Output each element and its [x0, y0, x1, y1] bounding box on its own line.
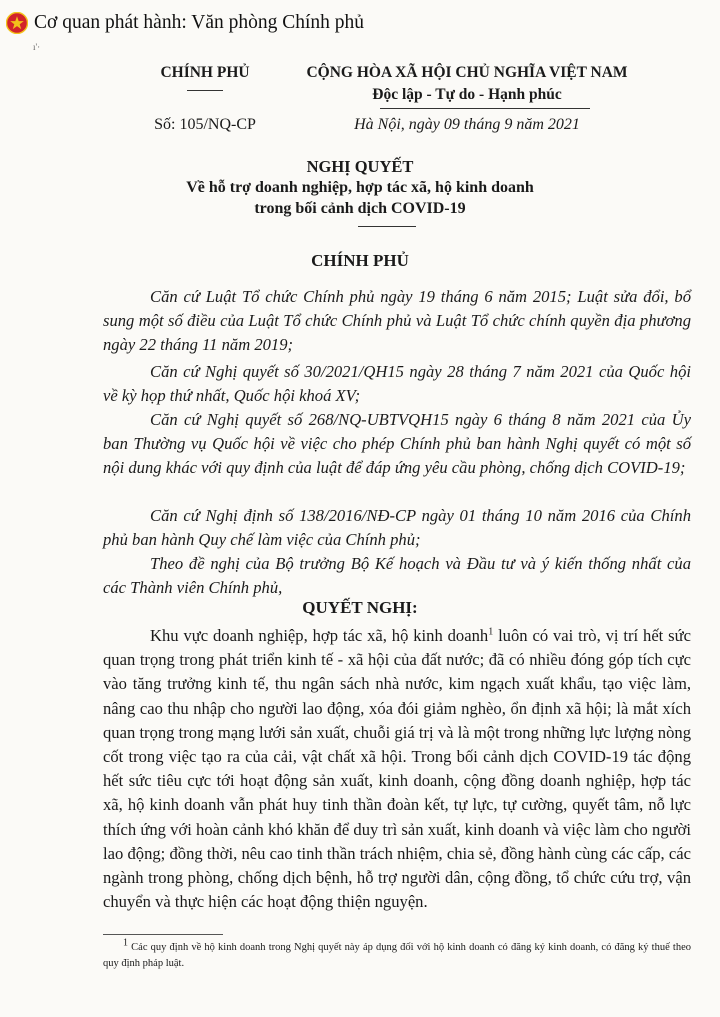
issuing-authority: CHÍNH PHỦ — [311, 251, 409, 270]
footnote-separator — [103, 934, 223, 935]
legal-basis-2: Căn cứ Nghị quyết số 30/2021/QH15 ngày 28 tháng 7 năm 2021 của Quốc hội về kỳ họp thứ nhất, Quốc hội khoá XV; — [103, 362, 691, 406]
issuer-text: Cơ quan phát hành: Văn phòng Chính phủ — [34, 12, 365, 33]
legal-basis-1: Căn cứ Luật Tổ chức Chính phủ ngày 19 tháng 6 năm 2015; Luật sửa đổi, bổ sung một số điều của Luật Tổ chức Chính phủ và Luật Tổ chức chính quyền địa phương ngày 22 tháng 11 năm 2019; — [103, 287, 691, 355]
subject-line-2: trong bối cảnh dịch COVID-19 — [254, 200, 466, 217]
motto-underline — [380, 108, 590, 109]
footnote-number: 1 — [123, 937, 128, 949]
place-date: Hà Nội, ngày 09 tháng 9 năm 2021 — [354, 116, 580, 133]
document-type: NGHỊ QUYẾT — [306, 157, 414, 176]
subject-line-1: Về hỗ trợ doanh nghiệp, hợp tác xã, hộ kinh doanh — [186, 179, 534, 196]
footnote — [103, 937, 691, 972]
body-lead: Khu vực doanh nghiệp, hợp tác xã, hộ kinh doanh — [150, 626, 489, 645]
legal-basis-4: Căn cứ Nghị định số 138/2016/NĐ-CP ngày 01 tháng 10 năm 2016 của Chính phủ ban hành Quy chế làm việc của Chính phủ; — [103, 506, 691, 550]
legal-basis-5: Theo đề nghị của Bộ trưởng Bộ Kế hoạch và Đầu tư và ý kiến thống nhất của các Thành viên Chính phủ, — [103, 554, 691, 598]
agency-name: CHÍNH PHỦ — [160, 64, 250, 81]
body-rest: luôn có vai trò, vị trí hết sức quan trọng trong phát triển kinh tế - xã hội của đất nước; đã có nhiều đóng góp tích cực vào tăng trưởng kinh tế, thu ngân sách nhà nước, kim ngạch xuất khẩu, tạo việc làm, nâng cao thu nhập cho người lao động, xóa đói giảm nghèo, ổn định xã hội; là mắt xích quan trọng trong mạng lưới sản xuất, chuỗi giá trị và là một trong những lực lượng nòng cốt trong việc tạo ra của cải, vật chất xã hội. Trong bối cảnh dịch COVID-19 tác động hết sức tiêu cực tới hoạt động sản xuất, kinh doanh, cộng đồng doanh nghiệp, hợp tác xã, hộ kinh doanh vẫn phát huy tinh thần đoàn kết, tự lực, tự cường, quyết tâm, nỗ lực thích ứng với hoàn cảnh khó khăn để duy trì sản xuất, kinh doanh và việc làm cho người lao động; đồng thời, nêu cao tinh thần trách nhiệm, chia sẻ, đồng hành cùng các cấp, các ngành trong phòng, chống dịch bệnh, hỗ trợ người dân, cộng đồng, tổ chức cứu trợ, vận chuyển và thực hiện các hoạt động thiện nguyện. — [103, 626, 691, 912]
legal-basis-3: Căn cứ Nghị quyết số 268/NQ-UBTVQH15 ngày 6 tháng 8 năm 2021 của Ủy ban Thường vụ Quốc hội về việc cho phép Chính phủ ban hành Nghị quyết có một số nội dung khác với quy định của luật để đáp ứng yêu cầu phòng, chống dịch COVID-19; — [103, 410, 691, 478]
footnote-text: Các quy định về hộ kinh doanh trong Nghị quyết này áp dụng đối với hộ kinh doanh có đăng ký kinh doanh, có đăng ký thuế theo quy định pháp luật. — [103, 942, 691, 969]
scan-speck: ı'· — [33, 42, 41, 52]
national-motto: Độc lập - Tự do - Hạnh phúc — [372, 86, 562, 103]
document-number: Số: 105/NQ-CP — [154, 116, 256, 133]
agency-underline — [187, 90, 223, 91]
title-underline — [358, 226, 416, 227]
republic-name: CỘNG HÒA XÃ HỘI CHỦ NGHĨA VIỆT NAM — [306, 64, 628, 81]
national-emblem-icon — [6, 12, 28, 34]
issuer-line — [6, 8, 364, 38]
body-paragraph — [103, 624, 691, 914]
footnote-ref: 1 — [488, 626, 494, 638]
resolve-heading: QUYẾT NGHỊ: — [302, 598, 418, 617]
